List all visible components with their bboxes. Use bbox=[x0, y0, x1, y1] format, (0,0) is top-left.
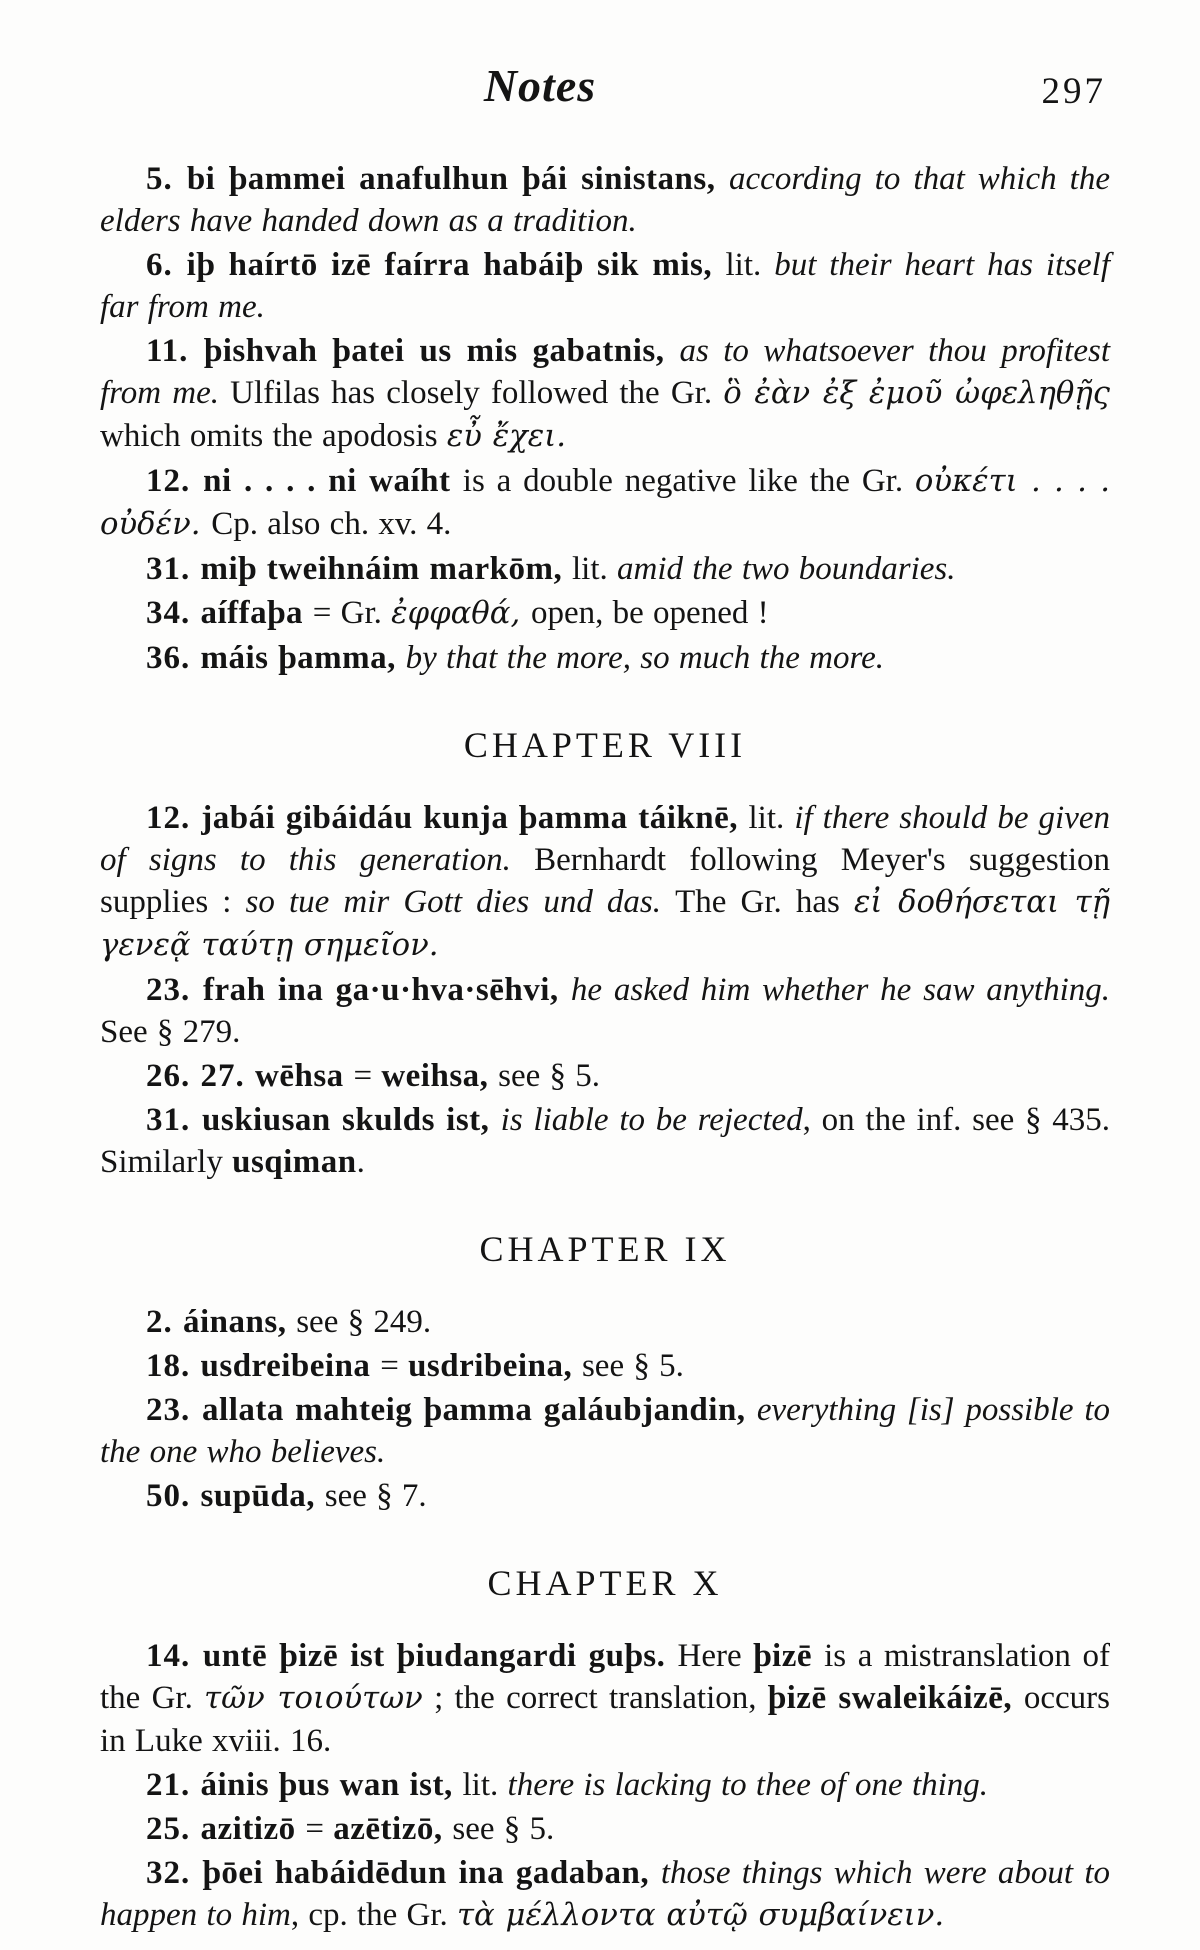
text-segment-gothic: áinis þus wan ist, bbox=[200, 1767, 463, 1803]
page-number: 297 bbox=[1041, 71, 1106, 112]
note-paragraph bbox=[100, 1345, 1110, 1387]
text-segment-num: 31. bbox=[146, 1102, 202, 1138]
text-segment-roman: Ulfilas has closely followed the Gr. bbox=[230, 375, 724, 411]
text-segment-num: 23. bbox=[146, 972, 204, 1008]
text-segment-gothic: frah ina ga·u·hva·sēhvi, bbox=[203, 972, 571, 1008]
text-segment-gothic: usqiman bbox=[232, 1144, 357, 1180]
text-segment-roman: = Gr. bbox=[312, 595, 392, 631]
text-segment-roman: is a double negative like the Gr. bbox=[462, 463, 915, 499]
note-paragraph bbox=[100, 1099, 1110, 1183]
text-segment-gothic: bi þammei anafulhun þái sinistans, bbox=[186, 161, 730, 197]
text-segment-gothic: usdreibeina bbox=[200, 1348, 381, 1384]
text-segment-roman: See § 279. bbox=[100, 1014, 241, 1050]
text-segment-italic: everything [is] possible to the one who believes. bbox=[100, 1392, 1110, 1470]
text-segment-greek: εἰ δοθήσεται τῇ γενεᾷ ταύτῃ σημεῖον. bbox=[100, 885, 1110, 963]
chapter-heading: CHAPTER X bbox=[487, 1563, 723, 1603]
text-segment-gothic: usdribeina, bbox=[408, 1348, 582, 1384]
text-segment-num: 26. 27. bbox=[146, 1058, 255, 1094]
text-segment-italic: he asked him whether he saw anything. bbox=[570, 972, 1110, 1008]
note-paragraph bbox=[100, 969, 1110, 1053]
text-segment-num: 5. bbox=[146, 161, 187, 197]
text-segment-greek: ἐφφαθά, bbox=[391, 596, 531, 631]
text-segment-num: 12. bbox=[146, 463, 204, 499]
text-segment-roman: ; the correct translation, bbox=[422, 1680, 768, 1716]
text-segment-italic: those things which were about to happen to him bbox=[100, 1855, 1111, 1933]
text-segment-roman: Here bbox=[677, 1638, 754, 1674]
text-segment-num: 23. bbox=[146, 1392, 203, 1428]
text-segment-gothic: jabái gibáidáu kunja þamma táiknē, bbox=[201, 800, 749, 836]
text-segment-roman: The Gr. has bbox=[675, 884, 854, 920]
note-paragraph bbox=[100, 1055, 1110, 1097]
note-paragraph bbox=[100, 797, 1110, 967]
text-segment-italic: if there should be given of signs to this generation. bbox=[100, 800, 1110, 878]
text-segment-roman: lit. bbox=[462, 1767, 508, 1803]
text-segment-num: 36. bbox=[146, 640, 201, 676]
note-paragraph bbox=[100, 637, 1110, 679]
text-segment-roman: open, be opened ! bbox=[531, 595, 769, 631]
text-segment-italic: is liable to be rejected bbox=[500, 1102, 803, 1138]
text-segment-num: 34. bbox=[146, 595, 201, 631]
text-segment-roman: Cp. also ch. xv. 4. bbox=[211, 506, 452, 542]
text-segment-num: 12. bbox=[146, 800, 202, 836]
text-segment-num: 25. bbox=[146, 1811, 201, 1847]
text-segment-gothic: þōei habáidēdun ina gadaban, bbox=[202, 1855, 661, 1891]
text-segment-roman: = bbox=[380, 1348, 409, 1384]
note-paragraph bbox=[100, 244, 1110, 328]
text-segment-roman: . bbox=[356, 1144, 365, 1180]
text-segment-italic: but their heart has itself far from me. bbox=[100, 247, 1110, 325]
note-paragraph bbox=[100, 1389, 1110, 1473]
text-segment-gothic: aíffaþa bbox=[200, 595, 313, 631]
text-segment-num: 11. bbox=[146, 333, 204, 369]
text-segment-greek: τὰ μέλλοντα αὐτῷ συμβαίνειν. bbox=[457, 1898, 945, 1933]
text-segment-roman: lit. bbox=[572, 551, 618, 587]
page-header bbox=[100, 56, 1110, 128]
text-segment-gothic: máis þamma, bbox=[200, 640, 406, 676]
text-segment-roman: = bbox=[353, 1058, 382, 1094]
text-segment-roman: which omits the apodosis bbox=[100, 418, 447, 454]
text-segment-greek: εὖ ἔχει. bbox=[446, 419, 567, 454]
text-segment-num: 50. bbox=[146, 1478, 201, 1514]
text-segment-italic: as to whatsoever thou profitest from me. bbox=[100, 333, 1110, 411]
text-segment-num: 14. bbox=[146, 1638, 203, 1674]
text-segment-roman: Bernhardt following Meyer's suggestion supplies : bbox=[100, 842, 1110, 920]
text-segment-roman: lit. bbox=[725, 247, 775, 283]
text-segment-italic: there is lacking to thee of one thing. bbox=[507, 1767, 989, 1803]
text-segment-greek: ὃ ἐὰν ἐξ ἐμοῦ ὠφεληθῇς bbox=[723, 376, 1110, 411]
text-segment-num: 31. bbox=[146, 551, 201, 587]
text-segment-gothic: azitizō bbox=[200, 1811, 306, 1847]
text-segment-gothic: miþ tweihnáim markōm, bbox=[200, 551, 572, 587]
note-paragraph bbox=[100, 548, 1110, 590]
text-segment-roman: is a mistranslation of the Gr. bbox=[100, 1638, 1110, 1716]
text-segment-roman: , cp. the Gr. bbox=[290, 1897, 458, 1933]
text-segment-num: 6. bbox=[146, 247, 187, 283]
text-segment-gothic: iþ haírtō izē faírra habáiþ sik mis, bbox=[186, 247, 726, 283]
text-segment-gothic: allata mahteig þamma galáubjandin, bbox=[202, 1392, 757, 1428]
text-segment-num: 21. bbox=[146, 1767, 201, 1803]
text-segment-roman: , on the inf. see § 435. Similarly bbox=[100, 1102, 1110, 1180]
page-content bbox=[100, 56, 1110, 1937]
text-segment-roman: lit. bbox=[748, 800, 795, 836]
text-segment-italic: by that the more, so much the more. bbox=[405, 640, 884, 676]
text-segment-roman: see § 249. bbox=[296, 1304, 432, 1340]
text-segment-num: 32. bbox=[146, 1855, 203, 1891]
note-paragraph bbox=[100, 1852, 1110, 1937]
note-paragraph bbox=[100, 330, 1110, 458]
text-segment-greek: οὐκέτι . . . . οὐδέν. bbox=[100, 464, 1110, 542]
note-paragraph bbox=[100, 158, 1110, 242]
text-segment-num: 2. bbox=[146, 1304, 183, 1340]
text-segment-gothic: áinans, bbox=[183, 1304, 297, 1340]
note-paragraph bbox=[100, 1808, 1110, 1850]
text-segment-greek: τῶν τοιούτων bbox=[204, 1681, 423, 1716]
text-segment-italic: amid the two boundaries. bbox=[617, 551, 956, 587]
text-segment-roman: see § 5. bbox=[452, 1811, 555, 1847]
notes-content bbox=[100, 158, 1110, 1937]
text-segment-roman: occurs in Luke xviii. 16. bbox=[100, 1680, 1110, 1759]
text-segment-italic: according to that which the elders have handed down as a tradition. bbox=[100, 161, 1110, 239]
text-segment-gothic: þizē bbox=[753, 1638, 825, 1674]
text-segment-gothic: azētizō, bbox=[333, 1811, 453, 1847]
note-paragraph bbox=[100, 1635, 1110, 1762]
text-segment-gothic: untē þizē ist þiudangardi guþs. bbox=[202, 1638, 678, 1674]
note-paragraph bbox=[100, 1301, 1110, 1343]
note-paragraph bbox=[100, 1475, 1110, 1517]
text-segment-gothic: uskiusan skulds ist, bbox=[202, 1102, 501, 1138]
text-segment-gothic: supūda, bbox=[200, 1478, 325, 1514]
text-segment-italic: so tue mir Gott dies und das. bbox=[245, 884, 676, 920]
note-paragraph bbox=[100, 1764, 1110, 1806]
note-paragraph bbox=[100, 460, 1110, 546]
text-segment-num: 18. bbox=[146, 1348, 201, 1384]
text-segment-gothic: þishvah þatei us mis gabatnis, bbox=[203, 333, 680, 369]
page-title: Notes bbox=[483, 60, 597, 111]
text-segment-gothic: þizē swaleikáizē, bbox=[767, 1680, 1024, 1716]
text-segment-roman: = bbox=[305, 1811, 334, 1847]
text-segment-gothic: weihsa, bbox=[381, 1058, 499, 1094]
chapter-heading: CHAPTER VIII bbox=[463, 725, 747, 765]
text-segment-roman: see § 5. bbox=[581, 1348, 684, 1384]
text-segment-gothic: ni . . . . ni waíht bbox=[203, 463, 463, 499]
text-segment-gothic: wēhsa bbox=[255, 1058, 354, 1094]
note-paragraph bbox=[100, 592, 1110, 635]
text-segment-roman: see § 7. bbox=[324, 1478, 427, 1514]
chapter-heading: CHAPTER IX bbox=[479, 1229, 731, 1269]
text-segment-roman: see § 5. bbox=[498, 1058, 601, 1094]
